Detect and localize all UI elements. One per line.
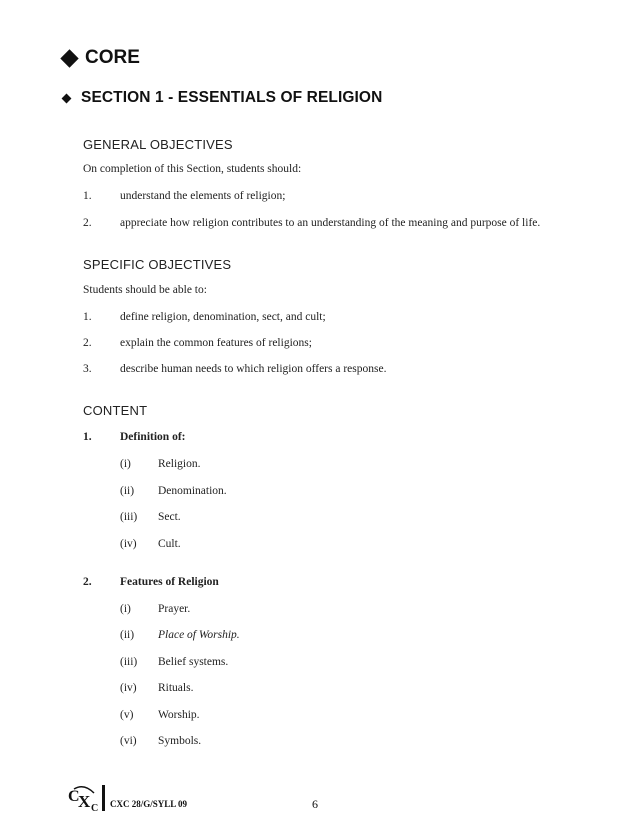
diamond-bullet-icon [60,49,78,67]
svg-text:C: C [91,803,99,813]
content-item-text: Denomination. [158,485,227,497]
content-item-text: Cult. [158,538,181,550]
general-objective-number: 2. [83,217,92,229]
content-item-text: Prayer. [158,603,191,615]
section-heading [62,89,382,107]
content-item-roman: (ii) [120,629,135,641]
content-item-roman: (iv) [120,538,137,550]
general-objective-text: understand the elements of religion; [120,190,286,202]
content-item-text: Place of Worship. [158,629,240,641]
specific-objective-number: 2. [83,337,92,349]
specific-objective-number: 3. [83,363,92,375]
content-item-text: Rituals. [158,682,194,694]
specific-objectives-heading: SPECIFIC OBJECTIVES [83,257,232,272]
svg-text:X: X [78,792,91,811]
cxc-logo-icon [66,783,106,813]
footer-divider [102,785,105,811]
specific-objective-text: describe human needs to which religion offers a response. [120,363,387,375]
svg-text:C: C [68,788,80,805]
content-item-roman: (iii) [120,656,138,668]
content-section-title: Features of Religion [120,576,219,588]
content-item-roman: (v) [120,709,134,721]
content-item-roman: (i) [120,603,131,615]
section-heading-text: SECTION 1 - ESSENTIALS OF RELIGION [81,89,383,106]
content-heading: CONTENT [83,403,148,418]
content-item-text: Sect. [158,511,181,523]
core-heading-text: CORE [85,47,140,68]
small-diamond-bullet-icon [62,93,72,103]
general-objective-text: appreciate how religion contributes to an understanding of the meaning and purpose of life. [120,217,541,229]
specific-objective-number: 1. [83,311,92,323]
content-item-roman: (ii) [120,485,135,497]
content-section-number: 1. [83,431,92,443]
content-item-roman: (vi) [120,735,137,747]
content-item-roman: (iv) [120,682,137,694]
content-item-text: Worship. [158,709,200,721]
content-section-title: Definition of: [120,431,186,443]
general-objective-number: 1. [83,190,92,202]
specific-objective-text: define religion, denomination, sect, and cult; [120,311,326,323]
specific-objective-text: explain the common features of religions; [120,337,312,349]
content-item-roman: (iii) [120,511,138,523]
content-item-text: Religion. [158,458,201,470]
content-section-number: 2. [83,576,92,588]
general-objectives-intro: On completion of this Section, students should: [83,163,302,175]
page-number: 6 [312,797,318,811]
core-heading [60,47,140,69]
content-item-text: Belief systems. [158,656,229,668]
document-code: CXC 28/G/SYLL 09 [110,799,188,809]
content-item-text: Symbols. [158,735,202,747]
specific-objectives-intro: Students should be able to: [83,284,207,296]
general-objectives-heading: GENERAL OBJECTIVES [83,137,233,152]
content-item-roman: (i) [120,458,131,470]
